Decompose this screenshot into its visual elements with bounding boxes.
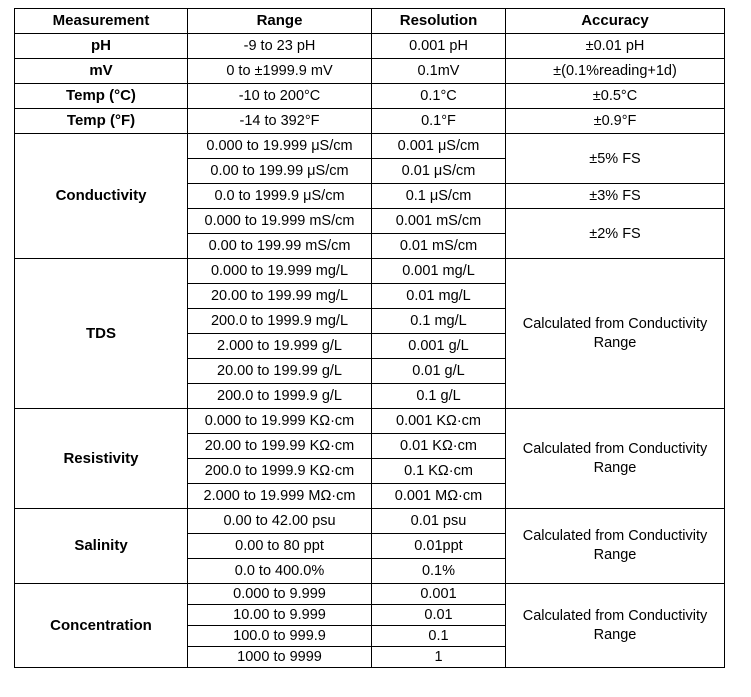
resolution-cell: 0.001 μS/cm (372, 134, 506, 159)
resolution-cell: 0.1 g/L (372, 384, 506, 409)
range-cell: -14 to 392°F (188, 109, 372, 134)
measurement-conductivity: Conductivity (15, 134, 188, 259)
resolution-cell: 0.1% (372, 559, 506, 584)
table-row (15, 509, 725, 534)
resolution-cell: 0.001 KΩ·cm (372, 409, 506, 434)
resolution-cell: 0.01 psu (372, 509, 506, 534)
accuracy-cell (506, 584, 725, 668)
resolution-cell: 0.1mV (372, 59, 506, 84)
accuracy-text: Calculated from Conductivity (522, 315, 708, 332)
range-cell: 2.000 to 19.999 g/L (188, 334, 372, 359)
range-cell: 200.0 to 1999.9 mg/L (188, 309, 372, 334)
resolution-cell: 0.001 mS/cm (372, 209, 506, 234)
accuracy-text: Calculated from Conductivity (522, 528, 708, 544)
accuracy-cell: ±0.5°C (506, 84, 725, 109)
resolution-cell: 0.1°C (372, 84, 506, 109)
accuracy-cell (506, 259, 725, 409)
range-cell: 10.00 to 9.999 (188, 605, 372, 626)
range-cell: 0.000 to 9.999 (188, 584, 372, 605)
resolution-cell: 0.01 g/L (372, 359, 506, 384)
specifications-table (14, 8, 725, 668)
range-cell: 0.00 to 199.99 μS/cm (188, 159, 372, 184)
measurement-concentration: Concentration (15, 584, 188, 668)
accuracy-cell (506, 409, 725, 509)
accuracy-text: Calculated from Conductivity (522, 607, 708, 624)
table-row-temp-c (15, 84, 725, 109)
resolution-cell: 0.01 KΩ·cm (372, 434, 506, 459)
header-resolution: Resolution (372, 9, 506, 34)
table-row (15, 409, 725, 434)
resolution-cell: 1 (372, 647, 506, 668)
range-cell: 2.000 to 19.999 MΩ·cm (188, 484, 372, 509)
range-cell: -9 to 23 pH (188, 34, 372, 59)
measurement-temp-f: Temp (°F) (15, 109, 188, 134)
measurement-ph: pH (15, 34, 188, 59)
table-row (15, 134, 725, 159)
range-cell: 20.00 to 199.99 g/L (188, 359, 372, 384)
measurement-temp-c: Temp (°C) (15, 84, 188, 109)
resolution-cell: 0.001 mg/L (372, 259, 506, 284)
accuracy-cell: ±5% FS (506, 134, 725, 184)
range-cell: 0.0 to 400.0% (188, 559, 372, 584)
table-row-mv (15, 59, 725, 84)
resolution-cell: 0.01 (372, 605, 506, 626)
range-cell: 20.00 to 199.99 KΩ·cm (188, 434, 372, 459)
table-row-ph (15, 34, 725, 59)
range-cell: 100.0 to 999.9 (188, 626, 372, 647)
table-row-temp-f (15, 109, 725, 134)
accuracy-cell: ±2% FS (506, 209, 725, 259)
measurement-resistivity: Resistivity (15, 409, 188, 509)
table-row (15, 584, 725, 605)
range-cell: 200.0 to 1999.9 g/L (188, 384, 372, 409)
resolution-cell: 0.1 μS/cm (372, 184, 506, 209)
resolution-cell: 0.01 μS/cm (372, 159, 506, 184)
resolution-cell: 0.01ppt (372, 534, 506, 559)
range-cell: 0.000 to 19.999 μS/cm (188, 134, 372, 159)
accuracy-cell: ±(0.1%reading+1d) (506, 59, 725, 84)
measurement-salinity: Salinity (15, 509, 188, 584)
resolution-cell: 0.001 g/L (372, 334, 506, 359)
accuracy-text: Range (593, 334, 637, 351)
accuracy-cell: ±3% FS (506, 184, 725, 209)
measurement-tds: TDS (15, 259, 188, 409)
range-cell: 0 to ±1999.9 mV (188, 59, 372, 84)
header-accuracy: Accuracy (506, 9, 725, 34)
accuracy-text: Range (593, 459, 637, 476)
range-cell: 0.0 to 1999.9 μS/cm (188, 184, 372, 209)
accuracy-text: Range (593, 626, 637, 643)
accuracy-text: Range (593, 547, 637, 563)
resolution-cell: 0.001 (372, 584, 506, 605)
header-range: Range (188, 9, 372, 34)
range-cell: 1000 to 9999 (188, 647, 372, 668)
range-cell: 0.00 to 80 ppt (188, 534, 372, 559)
resolution-cell: 0.001 pH (372, 34, 506, 59)
resolution-cell: 0.1 mg/L (372, 309, 506, 334)
resolution-cell: 0.001 MΩ·cm (372, 484, 506, 509)
range-cell: 0.00 to 42.00 psu (188, 509, 372, 534)
range-cell: 0.000 to 19.999 KΩ·cm (188, 409, 372, 434)
measurement-mv: mV (15, 59, 188, 84)
resolution-cell: 0.01 mS/cm (372, 234, 506, 259)
range-cell: 0.000 to 19.999 mg/L (188, 259, 372, 284)
range-cell: 20.00 to 199.99 mg/L (188, 284, 372, 309)
accuracy-cell: ±0.01 pH (506, 34, 725, 59)
accuracy-cell (506, 509, 725, 584)
resolution-cell: 0.1°F (372, 109, 506, 134)
header-measurement: Measurement (15, 9, 188, 34)
resolution-cell: 0.01 mg/L (372, 284, 506, 309)
accuracy-text: Calculated from Conductivity (522, 440, 708, 457)
range-cell: -10 to 200°C (188, 84, 372, 109)
resolution-cell: 0.1 (372, 626, 506, 647)
resolution-cell: 0.1 KΩ·cm (372, 459, 506, 484)
range-cell: 0.000 to 19.999 mS/cm (188, 209, 372, 234)
accuracy-cell: ±0.9°F (506, 109, 725, 134)
header-row (15, 9, 725, 34)
range-cell: 200.0 to 1999.9 KΩ·cm (188, 459, 372, 484)
table-row (15, 259, 725, 284)
range-cell: 0.00 to 199.99 mS/cm (188, 234, 372, 259)
